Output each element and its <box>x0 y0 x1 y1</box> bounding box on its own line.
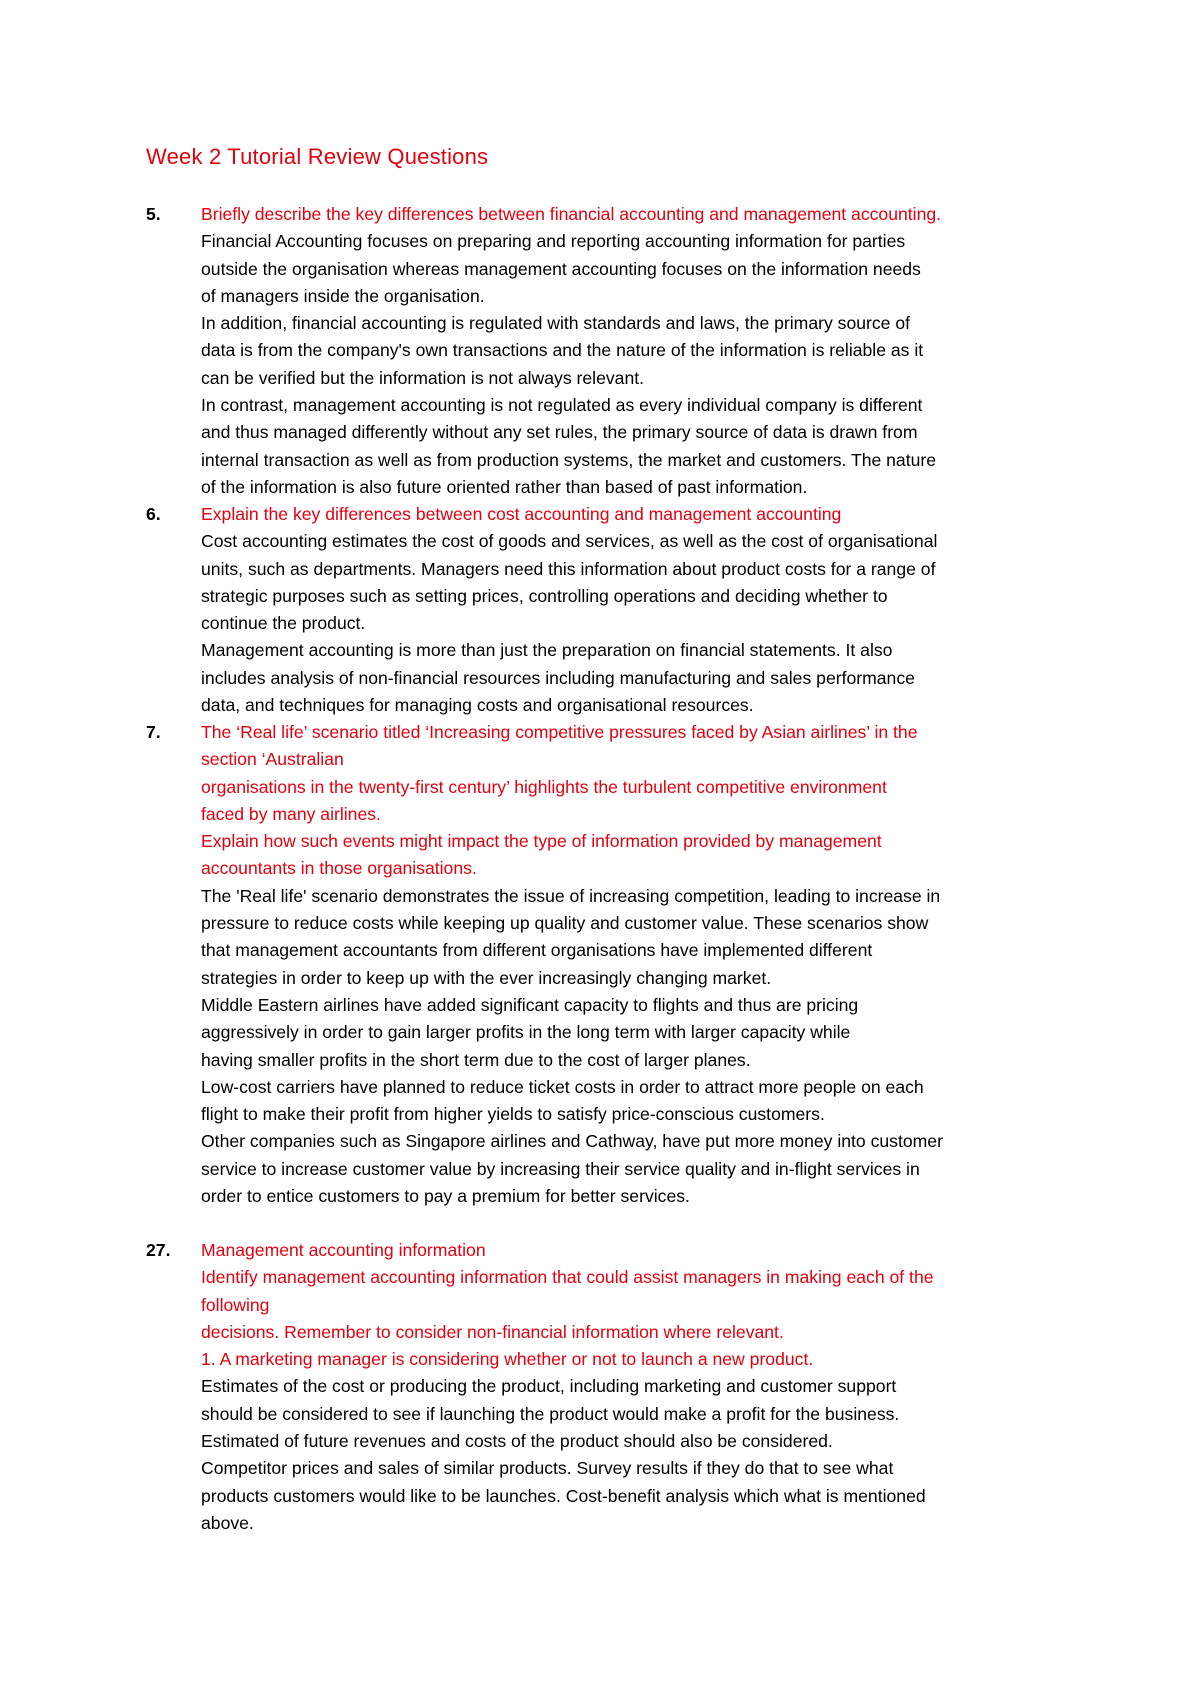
answer-text: and thus managed differently without any set rules, the primary source of data is drawn from <box>201 422 918 443</box>
answer-text: having smaller profits in the short term due to the cost of larger planes. <box>201 1049 751 1070</box>
answer-text: should be considered to see if launching the product would make a profit for the business. <box>201 1403 900 1424</box>
question-text: Explain how such events might impact the type of information provided by management <box>201 831 882 852</box>
question-number: 7. <box>146 722 161 742</box>
answer-text: outside the organisation whereas management accounting focuses on the information needs <box>201 258 921 279</box>
question-text: faced by many airlines. <box>201 803 381 824</box>
question-text: accountants in those organisations. <box>201 858 477 879</box>
answer-text: Competitor prices and sales of similar products. Survey results if they do that to see what <box>201 1458 894 1479</box>
answer-text: continue the product. <box>201 613 366 634</box>
answer-text: that management accountants from different organisations have implemented different <box>201 940 873 961</box>
answer-text: internal transaction as well as from production systems, the market and customers. The nature <box>201 449 937 470</box>
answer-text: Estimates of the cost or producing the product, including marketing and customer support <box>201 1376 897 1397</box>
answer-text: data is from the company's own transactions and the nature of the information is reliable as it <box>201 340 924 361</box>
question-text: The ‘Real life’ scenario titled ‘Increasing competitive pressures faced by Asian airlines’ in the <box>201 722 918 742</box>
answer-text: strategic purposes such as setting prices, controlling operations and deciding whether to <box>201 585 888 606</box>
answer-text: of managers inside the organisation. <box>201 285 485 306</box>
answer-text: above. <box>201 1512 254 1533</box>
question-text: section ‘Australian <box>201 749 344 770</box>
answer-text: Low-cost carriers have planned to reduce ticket costs in order to attract more people on each <box>201 1076 924 1097</box>
question-text: organisations in the twenty-first century’ highlights the turbulent competitive environment <box>201 776 887 797</box>
answer-text: strategies in order to keep up with the ever increasingly changing market. <box>201 967 772 988</box>
answer-text: Estimated of future revenues and costs of the product should also be considered. <box>201 1431 833 1452</box>
page-title: Week 2 Tutorial Review Questions <box>146 144 489 169</box>
answer-text: Financial Accounting focuses on preparing and reporting accounting information for parties <box>201 231 906 252</box>
question-text: Identify management accounting information that could assist managers in making each of the <box>201 1267 934 1288</box>
answer-text: The 'Real life' scenario demonstrates the issue of increasing competition, leading to increase in <box>201 885 941 906</box>
answer-text: Cost accounting estimates the cost of goods and services, as well as the cost of organisational <box>201 531 938 552</box>
answer-text: includes analysis of non-financial resources including manufacturing and sales performance <box>201 667 915 688</box>
answer-text: Management accounting is more than just the preparation on financial statements. It also <box>201 640 893 661</box>
question-text: Management accounting information <box>201 1240 486 1260</box>
question-number: 6. <box>146 504 161 524</box>
question-number: 5. <box>146 204 161 224</box>
question-number: 27. <box>146 1240 171 1260</box>
question-27 <box>146 1237 1086 1537</box>
question-text: following <box>201 1294 270 1315</box>
answer-text: flight to make their profit from higher yields to satisfy price-conscious customers. <box>201 1104 825 1125</box>
answer-text: In contrast, management accounting is not regulated as every individual company is different <box>201 395 923 416</box>
answer-text: units, such as departments. Managers need this information about product costs for a range of <box>201 558 936 579</box>
answer-text: can be verified but the information is not always relevant. <box>201 367 645 388</box>
question-7 <box>146 719 1086 1210</box>
answer-text: Other companies such as Singapore airlines and Cathway, have put more money into customer <box>201 1131 943 1152</box>
answer-text: In addition, financial accounting is regulated with standards and laws, the primary source of <box>201 313 911 334</box>
answer-text: data, and techniques for managing costs and organisational resources. <box>201 695 754 716</box>
question-text: 1. A marketing manager is considering whether or not to launch a new product. <box>201 1349 814 1370</box>
question-text: decisions. Remember to consider non-financial information where relevant. <box>201 1321 784 1342</box>
answer-text: aggressively in order to gain larger profits in the long term with larger capacity while <box>201 1022 851 1043</box>
answer-text: pressure to reduce costs while keeping up quality and customer value. These scenarios show <box>201 913 929 934</box>
answer-text: products customers would like to be launches. Cost-benefit analysis which what is mentioned <box>201 1485 926 1506</box>
question-text: Explain the key differences between cost accounting and management accounting <box>201 504 842 524</box>
question-text: Briefly describe the key differences between financial accounting and management accounting. <box>201 204 942 224</box>
answer-text: order to entice customers to pay a premium for better services. <box>201 1186 690 1207</box>
answer-text: service to increase customer value by increasing their service quality and in-flight services in <box>201 1158 920 1179</box>
answer-text: Middle Eastern airlines have added significant capacity to flights and thus are pricing <box>201 994 859 1015</box>
question-6 <box>146 501 1086 719</box>
answer-text: of the information is also future oriented rather than based of past information. <box>201 476 808 497</box>
question-5 <box>146 201 1086 501</box>
